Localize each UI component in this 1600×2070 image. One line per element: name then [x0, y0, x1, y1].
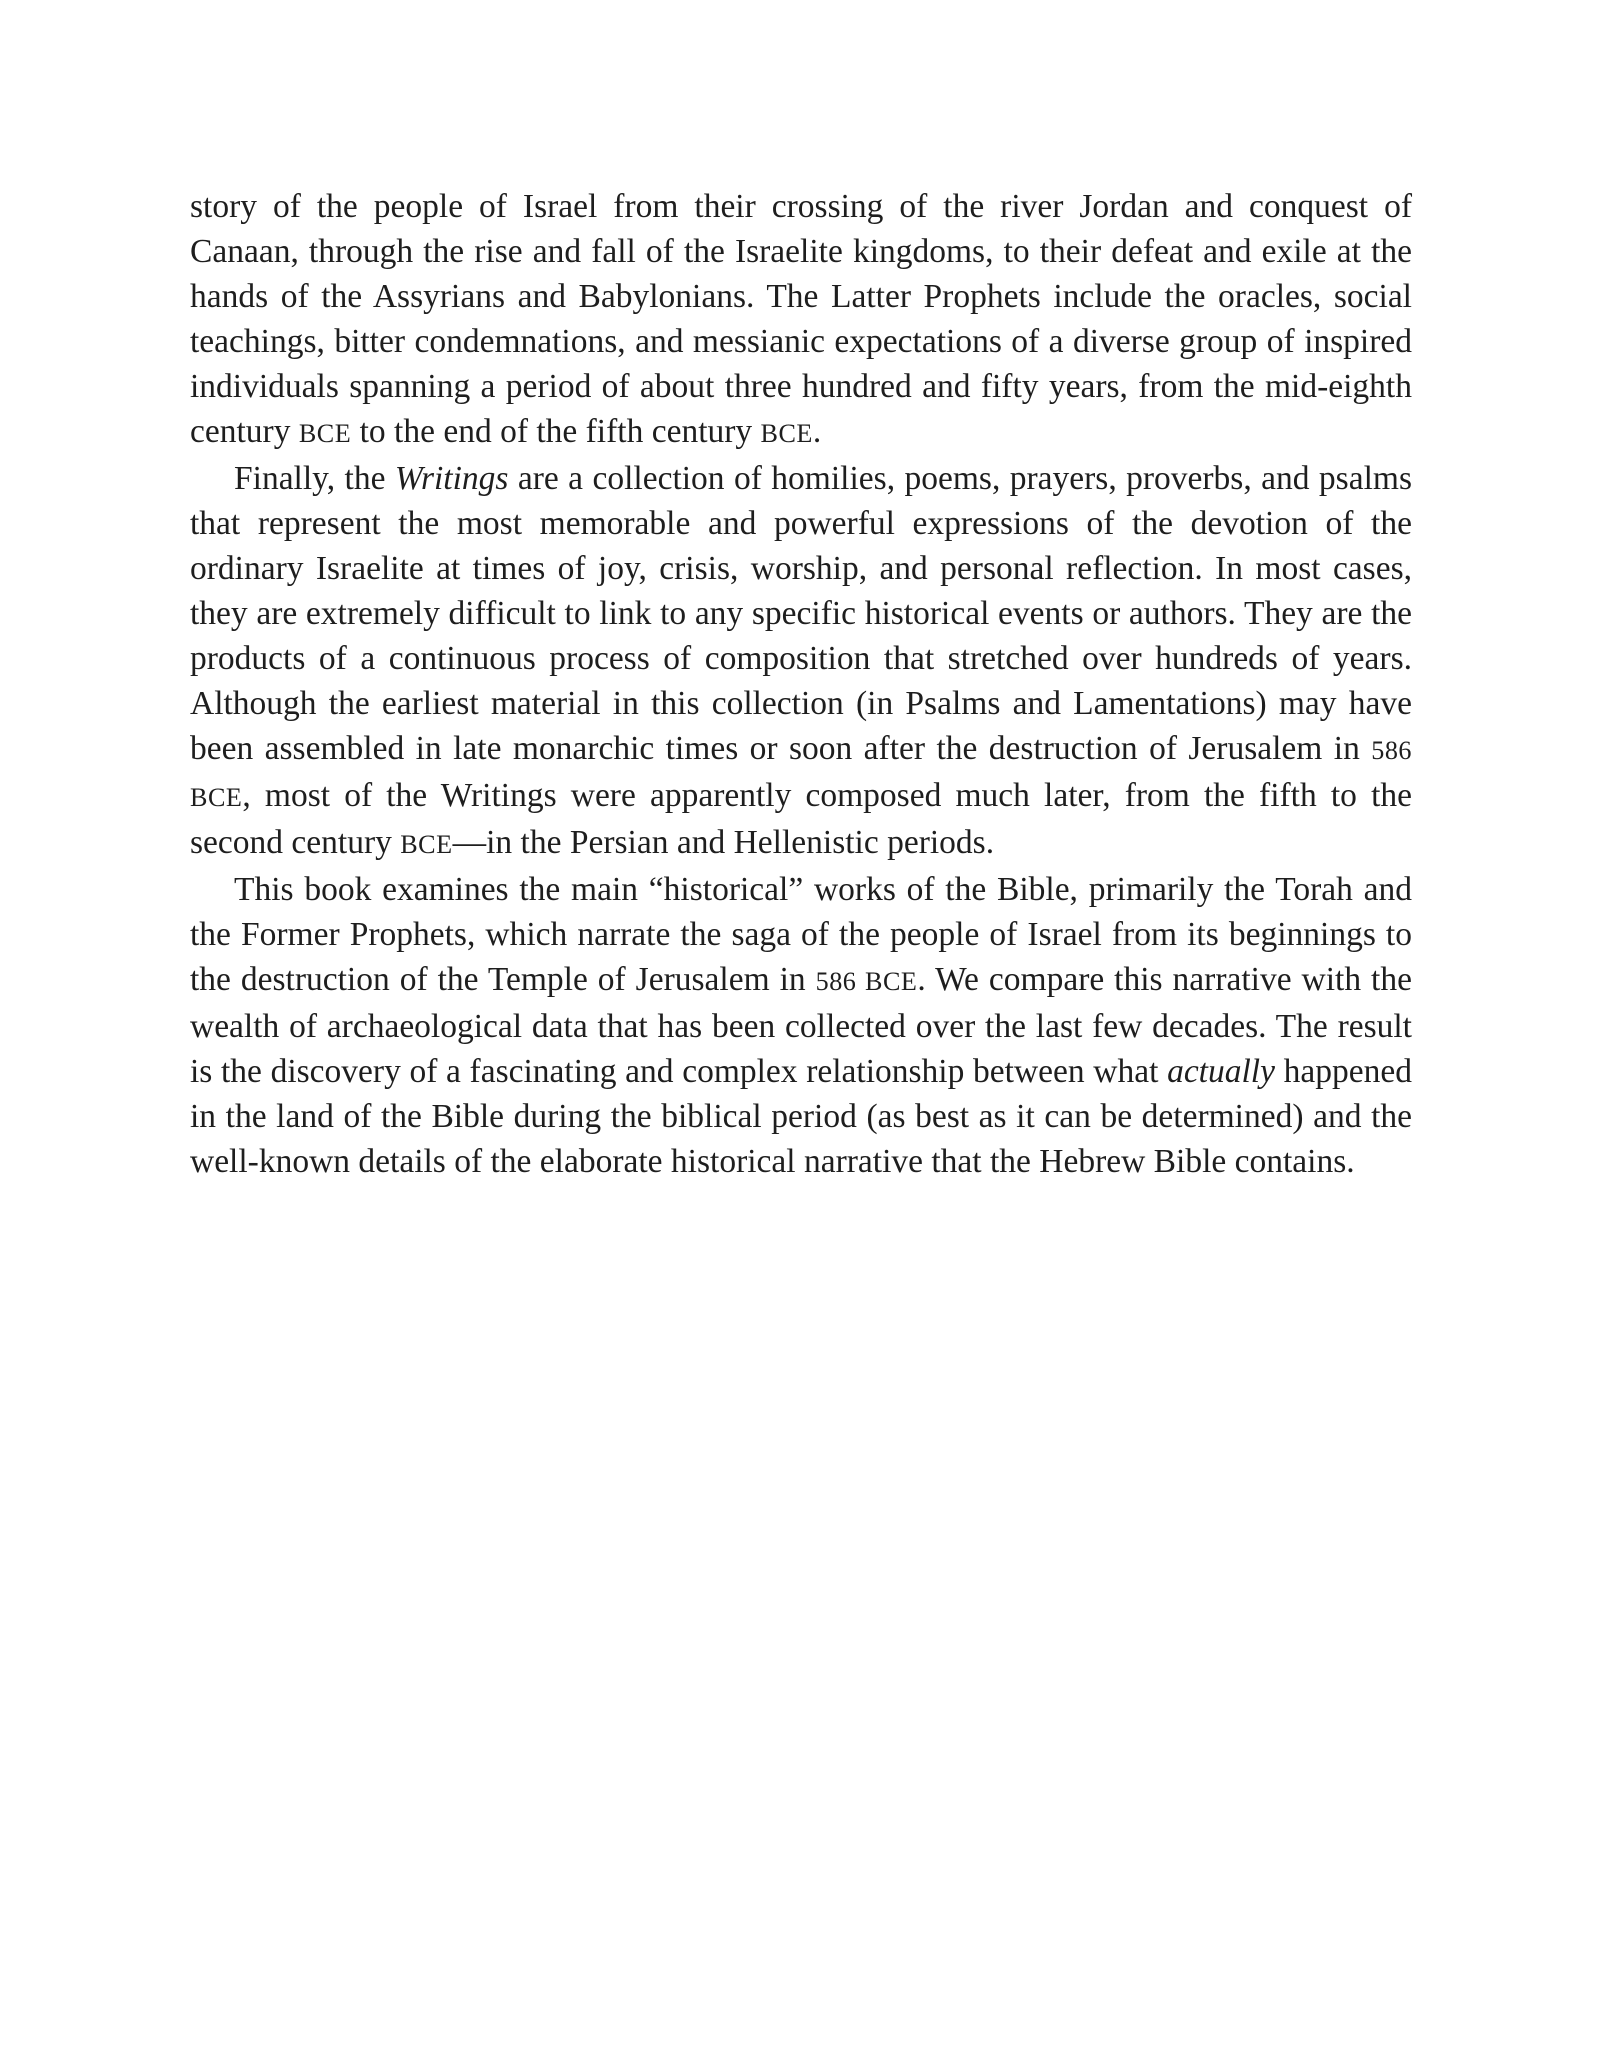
paragraph-1: [190, 184, 1412, 456]
text-segment: .: [812, 413, 822, 450]
paragraph-2: [190, 456, 1412, 867]
text-segment: Finally, the: [234, 460, 395, 497]
text-segment: happened in the land of the Bible during the biblical period (as best as it can be determined) and the well-known details of the elaborate historical narrative that the Hebrew Bible contains.: [190, 1053, 1412, 1180]
text-segment: . We compare this narrative with the wealth of archaeological data that has been collected over the last few decades. The result is the discovery of a fascinating and complex relationship between what: [190, 961, 1412, 1090]
body-text: [190, 184, 1412, 1184]
era-date: 586 BCE: [815, 967, 918, 996]
italic-term: actually: [1167, 1053, 1275, 1090]
text-segment: story of the people of Israel from their crossing of the river Jordan and conquest of Canaan, through the rise and fall of the Israelite kingdoms, to their defeat and exile at the hands of the Assyrians and Babylonians. The Latter Prophets include the oracles, social teachings, bitter condemnations, and messianic expectations of a diverse group of inspired individuals spanning a period of about three hundred and fifty years, from the mid-eighth century: [190, 188, 1412, 450]
text-segment: —in the Persian and Hellenistic periods.: [452, 824, 995, 861]
text-segment: This book examines the main “historical” works of the Bible, primarily the Torah and the Former Prophets, which narrate the saga of the people of Israel from its beginnings to the destruction of the Temple of Jerusalem in: [190, 871, 1412, 998]
text-segment: , most of the Writings were apparently composed much later, from the fifth to the second century: [190, 777, 1412, 861]
text-segment: to the end of the fifth century: [351, 413, 761, 450]
era-abbreviation: BCE: [760, 419, 813, 448]
era-abbreviation: BCE: [400, 830, 453, 859]
era-date: 586 BCE: [190, 736, 1412, 812]
text-segment: are a collection of homilies, poems, prayers, proverbs, and psalms that represent the most memorable and powerful expressions of the devotion of the ordinary Israelite at times of joy, crisis, worship, and personal reflection. In most cases, they are extremely difficult to link to any specific historical events or authors. They are the products of a continuous process of composition that stretched over hundreds of years. Although the earliest material in this collection (in Psalms and Lamentations) may have been assembled in late monarchic times or soon after the destruction of Jerusalem in: [190, 460, 1412, 767]
era-abbreviation: BCE: [298, 419, 352, 448]
italic-term: Writings: [394, 460, 509, 497]
paragraph-3: [190, 867, 1412, 1184]
